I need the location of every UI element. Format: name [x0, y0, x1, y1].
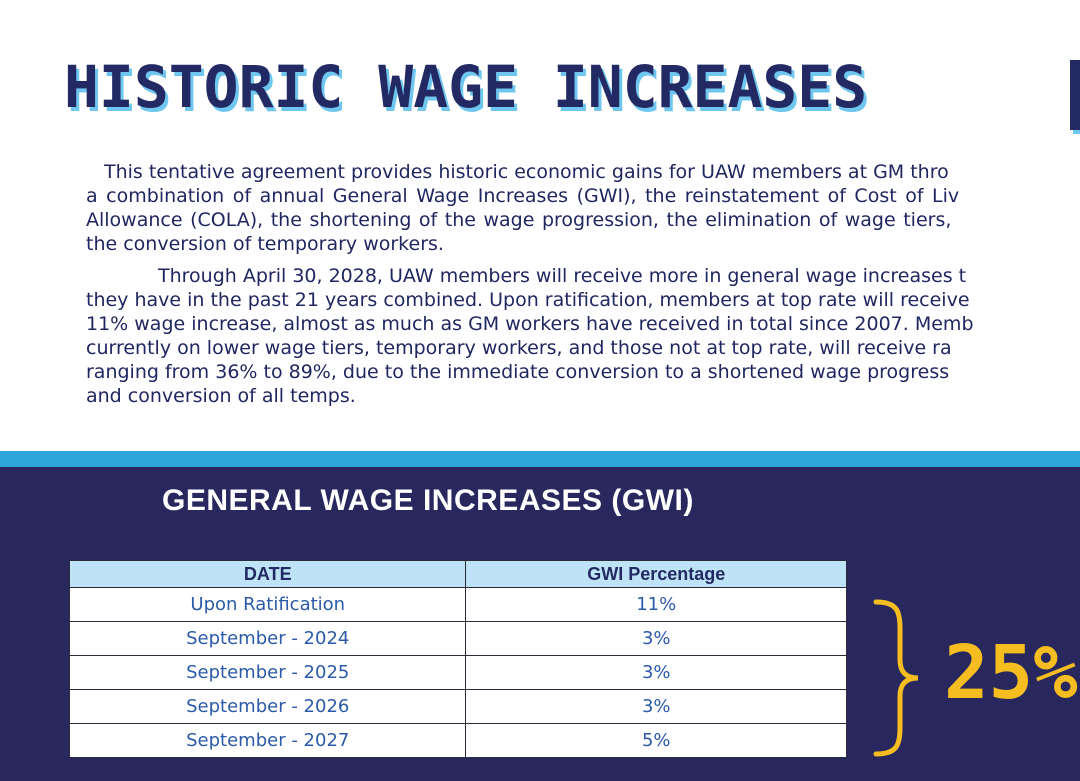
row-percentage: 3%: [466, 690, 847, 724]
intro-line: ranging from 36% to 89%, due to the immediate conversion to a shortened wage progress: [86, 361, 950, 383]
divider-stripe: [0, 451, 1080, 467]
row-date: Upon Ratification: [70, 588, 466, 622]
intro-line: currently on lower wage tiers, temporary workers, and those not at top rate, will receive ra: [86, 337, 952, 359]
row-percentage: 3%: [466, 656, 847, 690]
intro-line: the conversion of temporary workers.: [86, 233, 444, 255]
intro-line: a combination of annual General Wage Increases (GWI), the reinstatement of Cost of Liv: [86, 185, 960, 207]
table-row: [70, 588, 847, 622]
table-header-row: [70, 561, 847, 588]
total-percentage: 25%: [944, 630, 1078, 716]
header-date: DATE: [70, 561, 466, 588]
row-date: September - 2024: [70, 622, 466, 656]
table-row: [70, 724, 847, 758]
intro-line: 11% wage increase, almost as much as GM workers have received in total since 2007. Memb: [86, 313, 974, 335]
table-row: [70, 622, 847, 656]
gwi-section-title: GENERAL WAGE INCREASES (GWI): [162, 484, 694, 517]
intro-paragraph-1: [86, 160, 1080, 256]
table-row: [70, 690, 847, 724]
intro-text: [86, 160, 1080, 416]
table-row: [70, 656, 847, 690]
gwi-table: [69, 560, 847, 758]
row-percentage: 3%: [466, 622, 847, 656]
page-title: HISTORIC WAGE INCREASES: [64, 53, 868, 121]
intro-line: Through April 30, 2028, UAW members will receive more in general wage increases t: [158, 265, 967, 287]
intro-line: Allowance (COLA), the shortening of the wage progression, the elimination of wage tiers,: [86, 209, 952, 231]
intro-paragraph-2: [86, 264, 1080, 408]
title-accent-bar: [1070, 60, 1080, 130]
header-gwi-percentage: GWI Percentage: [466, 561, 847, 588]
row-percentage: 5%: [466, 724, 847, 758]
intro-line: and conversion of all temps.: [86, 385, 356, 407]
intro-line: This tentative agreement provides historic economic gains for UAW members at GM thro: [104, 161, 949, 183]
row-date: September - 2026: [70, 690, 466, 724]
row-date: September - 2027: [70, 724, 466, 758]
intro-line: they have in the past 21 years combined. Upon ratification, members at top rate will receive: [86, 289, 970, 311]
row-percentage: 11%: [466, 588, 847, 622]
curly-brace-icon: [870, 598, 930, 758]
row-date: September - 2025: [70, 656, 466, 690]
